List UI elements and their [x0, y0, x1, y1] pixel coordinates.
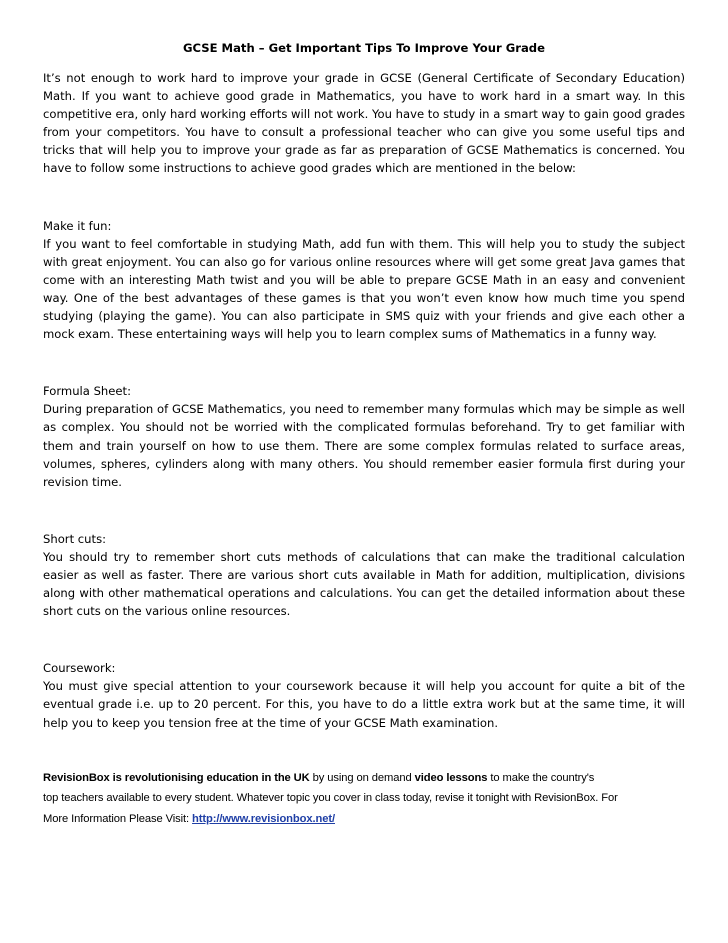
section-body: During preparation of GCSE Mathematics, you need to remember many formulas which may be simple as well as complex. You should not be worried with the complicated formulas beforehand. Try to get familiar with them and train yourself on how to use them. There are some complex formulas related to surface areas, volumes, spheres, cylinders along with many others. You should remember easier formula first during your revision time.	[43, 402, 685, 489]
footer-video-lessons: video lessons	[414, 771, 488, 784]
revisionbox-link[interactable]: http://www.revisionbox.net/	[192, 812, 335, 825]
section-coursework	[43, 659, 685, 731]
intro-paragraph: It’s not enough to work hard to improve your grade in GCSE (General Certificate of Secondary Education) Math. If you want to achieve good grade in Mathematics, you have to work hard in a smart way. In this competitive era, only hard working efforts will not work. You have to study in a smart way to gain good grades from your competitors. You have to consult a professional teacher who can give you some useful tips and tricks that will help you to improve your grade as far as preparation of GCSE Mathematics is concerned. You have to follow some instructions to achieve good grades which are mentioned in the below:	[43, 71, 685, 176]
footer-line-2: top teachers available to every student. Whatever topic you cover in class today, revise it tonight with RevisionBox. For	[43, 792, 618, 805]
footer-line-3	[43, 809, 685, 830]
section-heading: Formula Sheet:	[43, 384, 131, 399]
section-heading: Make it fun:	[43, 218, 112, 233]
section-heading: Short cuts:	[43, 531, 107, 546]
document-title: GCSE Math – Get Important Tips To Improve Your Grade	[183, 41, 545, 55]
footer-promo	[43, 768, 685, 830]
section-body: You must give special attention to your coursework because it will help you account for quite a bit of the eventual grade i.e. up to 20 percent. For this, you have to do a little extra work but at the same time, it will help you to keep you tension free at the time of your GCSE Math examination.	[43, 679, 685, 730]
section-heading: Coursework:	[43, 661, 116, 676]
section-body: You should try to remember short cuts methods of calculations that can make the traditional calculation easier as well as faster. There are various short cuts available in Math for addition, multiplication, divisions along with other mathematical operations and calculations. You can get the detailed information about these short cuts on the various online resources.	[43, 549, 685, 619]
spacer	[43, 732, 685, 768]
footer-text: to make the country's	[487, 771, 595, 784]
spacer	[43, 343, 685, 382]
document-page	[43, 38, 685, 829]
footer-text: by using on demand	[309, 771, 415, 784]
footer-visit-label: More Information Please Visit:	[43, 812, 193, 825]
section-body: If you want to feel comfortable in studying Math, add fun with them. This will help you to study the subject with great enjoyment. You can also go for various online resources where will get some great Java games that come with an interesting Math twist and you will be able to prepare GCSE Math in an easy and convenient way. One of the best advantages of these games is that you won’t even know how much time you spend studying (playing the game). You can also participate in SMS quiz with your friends and give each other a mock exam. These entertaining ways will help you to learn complex sums of Mathematics in a funny way.	[43, 236, 685, 342]
spacer	[43, 620, 685, 659]
section-make-it-fun	[43, 217, 685, 344]
footer-brand-statement: RevisionBox is revolutionising education in the UK	[43, 771, 310, 784]
spacer	[43, 178, 685, 217]
section-short-cuts	[43, 530, 685, 620]
section-formula-sheet	[43, 382, 685, 491]
spacer	[43, 491, 685, 530]
footer-line-1	[43, 768, 685, 789]
